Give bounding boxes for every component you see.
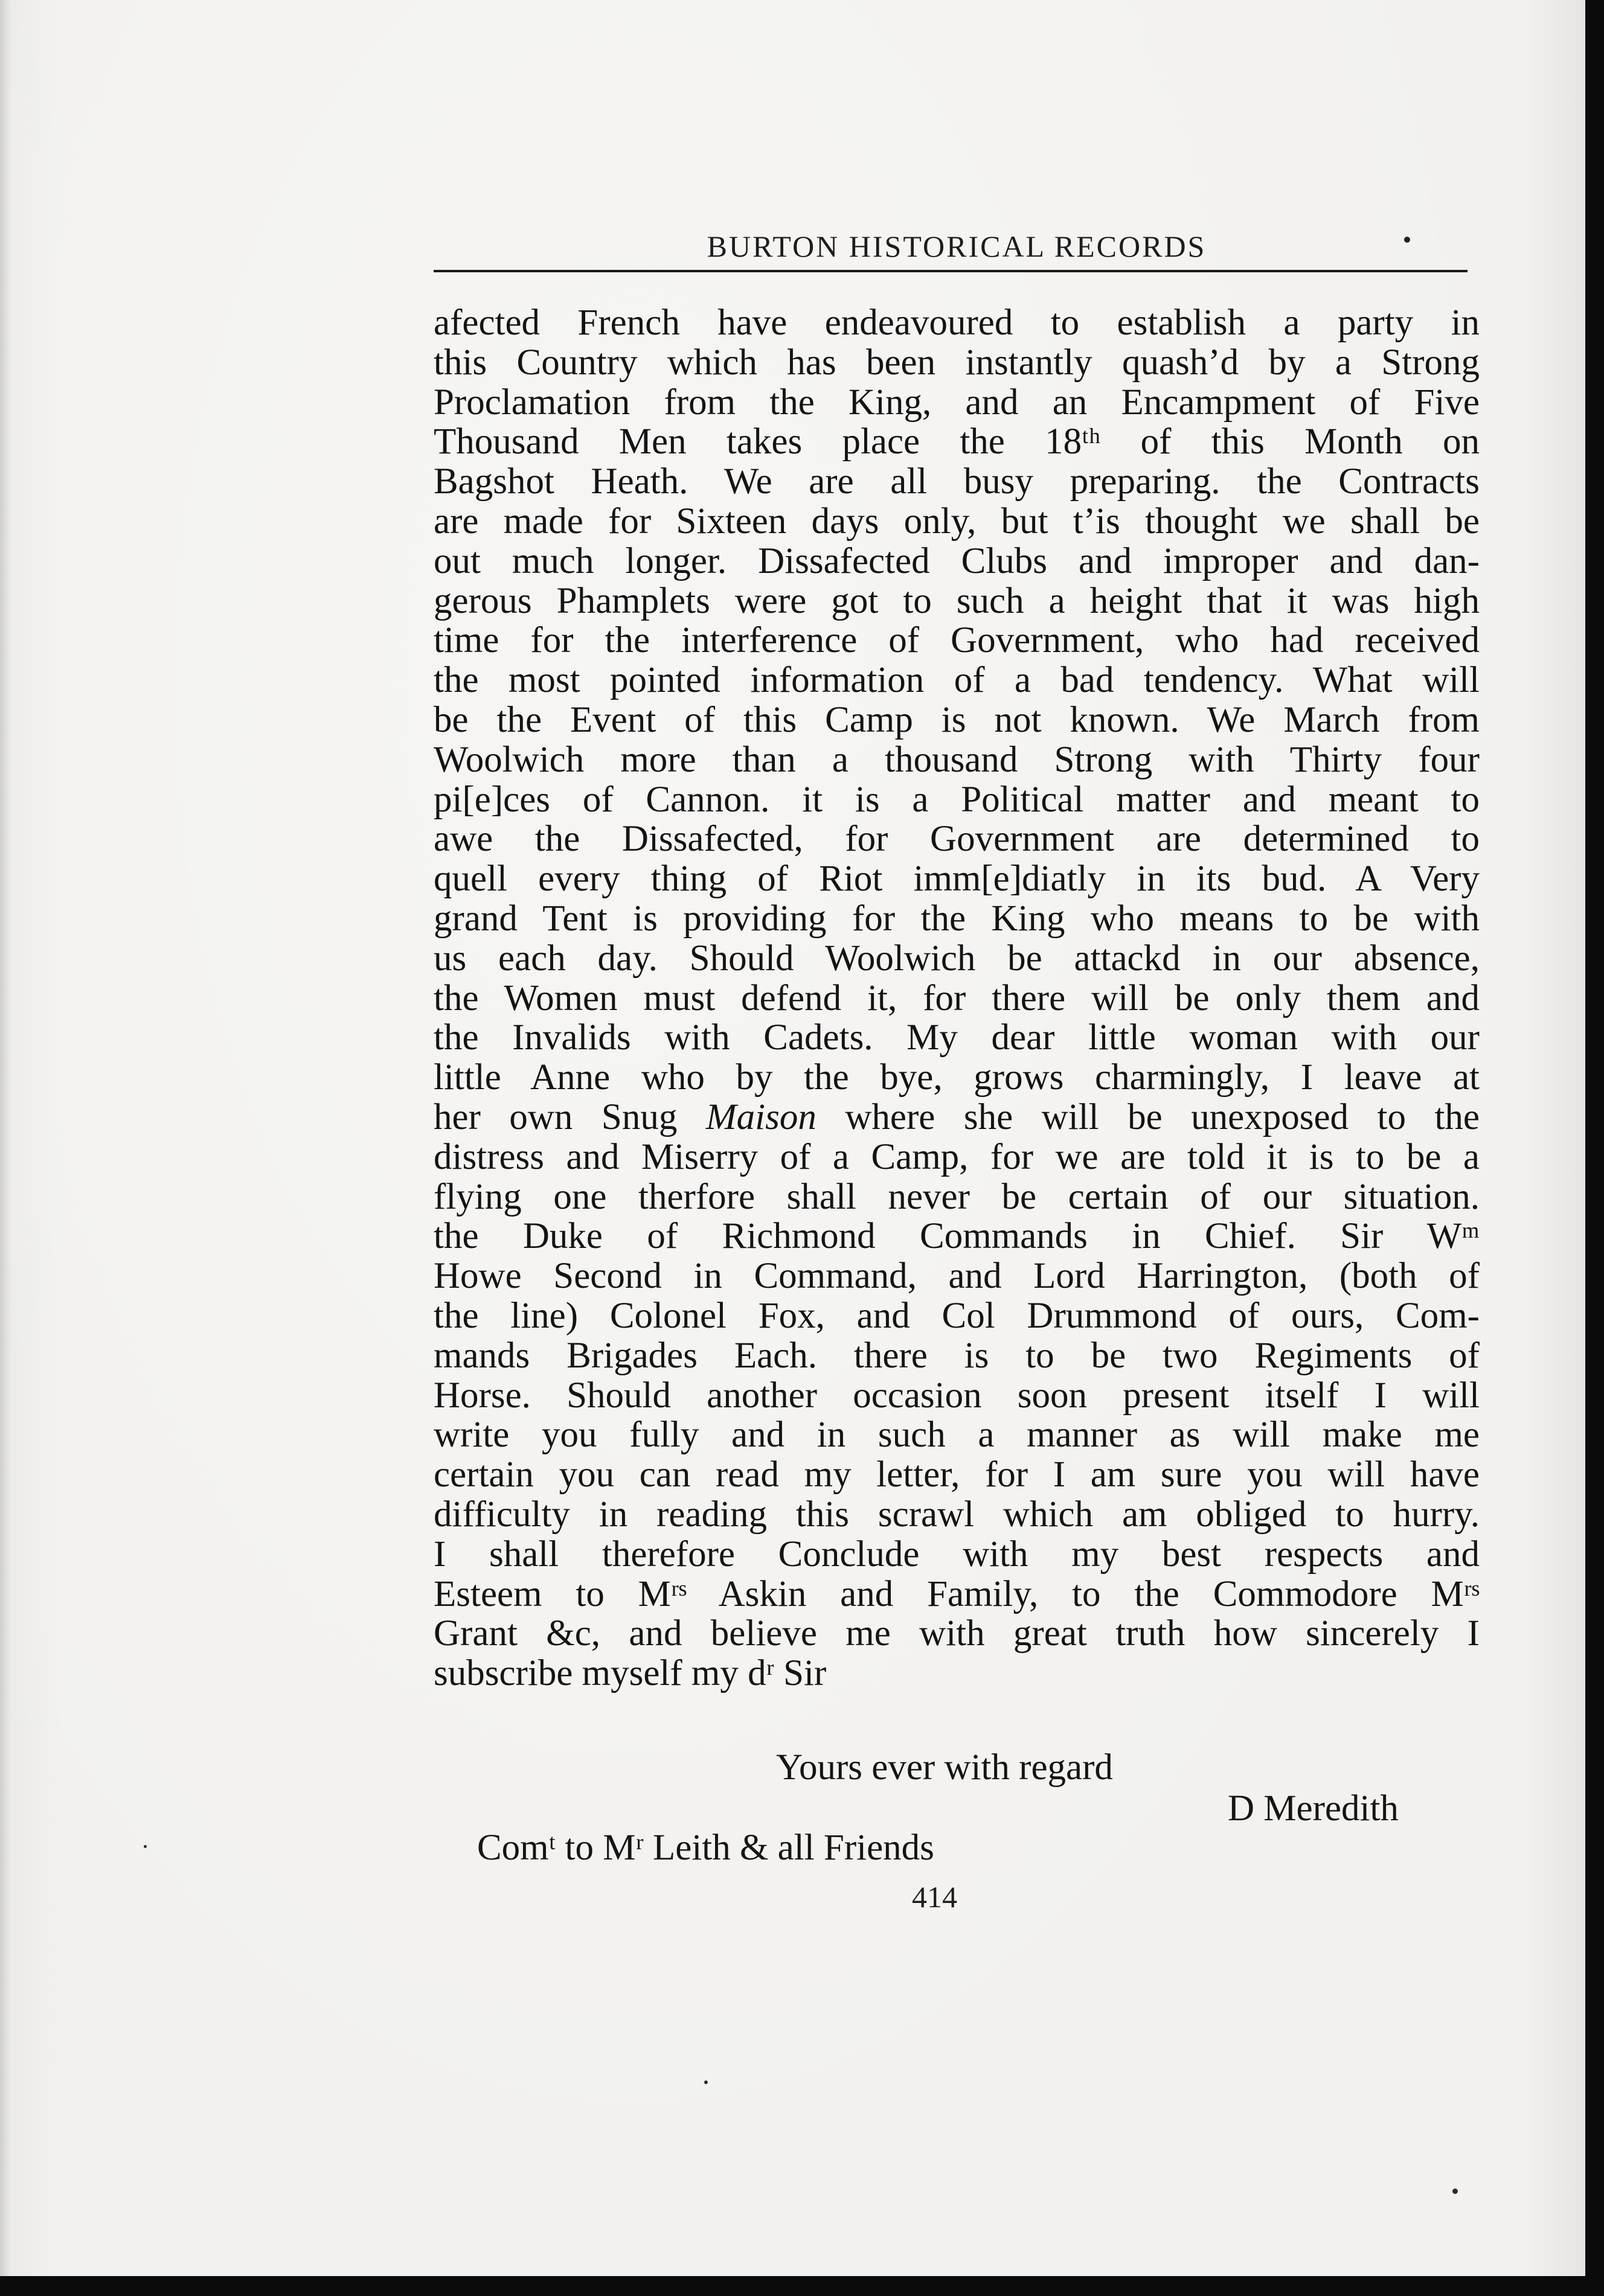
signature-name: D Meredith bbox=[1228, 1788, 1399, 1829]
body-line: afected French have endeavoured to establish a party in bbox=[434, 303, 1480, 343]
body-line: the most pointed information of a bad tendency. What will bbox=[434, 660, 1480, 700]
header-rule bbox=[434, 270, 1468, 272]
postscript: Comᵗ to Mʳ Leith & all Friends bbox=[477, 1828, 934, 1868]
body-line: be the Event of this Camp is not known. We March from bbox=[434, 700, 1480, 740]
body-line: are made for Sixteen days only, but t’is thought we shall be bbox=[434, 501, 1480, 542]
ink-speck bbox=[704, 2080, 708, 2084]
running-head: BURTON HISTORICAL RECORDS bbox=[707, 229, 1207, 263]
body-line: Grant &c, and believe me with great truth how sincerely I bbox=[434, 1614, 1480, 1654]
body-line: Horse. Should another occasion soon present itself I will bbox=[434, 1375, 1480, 1416]
body-line: Esteem to Mʳˢ Askin and Family, to the Commodore Mʳˢ bbox=[434, 1574, 1480, 1614]
body-line: time for the interference of Government, who had received bbox=[434, 621, 1480, 661]
page-number: 414 bbox=[912, 1880, 957, 1914]
letter-body bbox=[434, 303, 1480, 1693]
body-line: pi[e]ces of Cannon. it is a Political matter and meant to bbox=[434, 779, 1480, 820]
body-line: the line) Colonel Fox, and Col Drummond of ours, Com- bbox=[434, 1296, 1480, 1336]
body-line: mands Brigades Each. there is to be two Regiments of bbox=[434, 1335, 1480, 1376]
body-line: flying one therfore shall never be certain of our situation. bbox=[434, 1177, 1480, 1217]
body-line: the Women must defend it, for there will be only them and bbox=[434, 978, 1480, 1018]
body-line: certain you can read my letter, for I am sure you will have bbox=[434, 1455, 1480, 1495]
body-line: quell every thing of Riot imm[e]diatly in its bud. A Very bbox=[434, 859, 1480, 899]
body-line: gerous Phamplets were got to such a height that it was high bbox=[434, 581, 1480, 621]
body-line: distress and Miserry of a Camp, for we are told it is to be a bbox=[434, 1137, 1480, 1177]
page-binding-edge bbox=[0, 0, 11, 2276]
body-line: little Anne who by the bye, grows charmingly, I leave at bbox=[434, 1058, 1480, 1098]
body-line: the Duke of Richmond Commands in Chief. Sir Wᵐ bbox=[434, 1217, 1480, 1257]
body-line: awe the Dissafected, for Government are determined to bbox=[434, 819, 1480, 860]
body-line: I shall therefore Conclude with my best respects and bbox=[434, 1534, 1480, 1575]
ink-speck bbox=[144, 1845, 147, 1848]
valediction: Yours ever with regard bbox=[776, 1747, 1113, 1788]
body-line: write you fully and in such a manner as will make me bbox=[434, 1415, 1480, 1456]
body-line: subscribe myself my dʳ Sir bbox=[434, 1654, 827, 1693]
body-line: Howe Second in Command, and Lord Harrington, (both of bbox=[434, 1256, 1480, 1296]
body-line: this Country which has been instantly quash’d by a Strong bbox=[434, 342, 1480, 383]
body-line: her own Snug Maison where she will be unexposed to the bbox=[434, 1097, 1480, 1137]
body-line: Woolwich more than a thousand Strong with Thirty four bbox=[434, 740, 1480, 780]
ink-speck bbox=[1452, 2189, 1458, 2194]
body-line: Thousand Men takes place the 18ᵗʰ of this Month on bbox=[434, 422, 1480, 462]
body-line: grand Tent is providing for the King who means to be with bbox=[434, 898, 1480, 939]
body-line: out much longer. Dissafected Clubs and improper and dan- bbox=[434, 541, 1480, 581]
body-line: us each day. Should Woolwich be attackd in our absence, bbox=[434, 938, 1480, 979]
body-line: the Invalids with Cadets. My dear little woman with our bbox=[434, 1018, 1480, 1058]
ink-speck bbox=[1404, 237, 1410, 243]
body-line: difficulty in reading this scrawl which am obliged to hurry. bbox=[434, 1494, 1480, 1535]
body-line: Bagshot Heath. We are all busy preparing. the Contracts bbox=[434, 462, 1480, 502]
body-line: Proclamation from the King, and an Encampment of Five bbox=[434, 382, 1480, 423]
